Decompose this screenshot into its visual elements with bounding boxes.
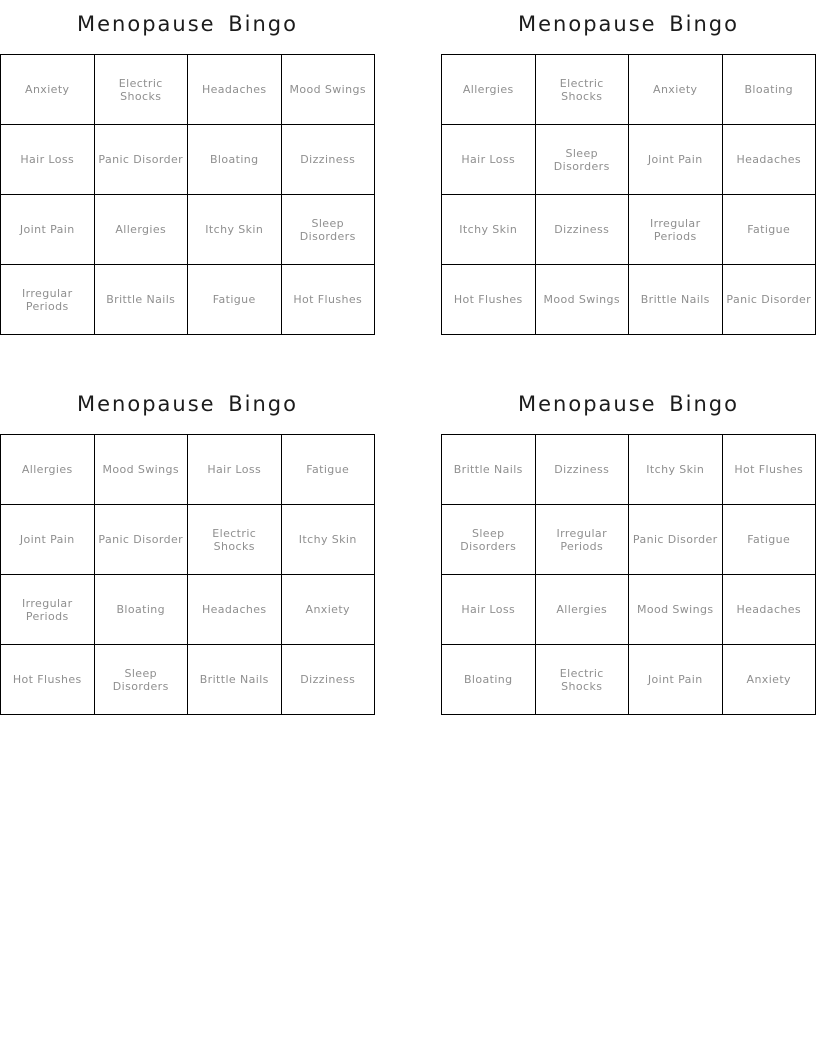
bingo-row <box>442 505 816 575</box>
bingo-cell: Joint Pain <box>1 195 95 265</box>
bingo-cell: Brittle Nails <box>442 435 536 505</box>
bingo-grid <box>0 434 375 715</box>
bingo-cell: Hot Flushes <box>281 265 375 335</box>
bingo-card-bottom-left <box>0 380 375 715</box>
bingo-row <box>1 435 375 505</box>
bingo-grid <box>441 434 816 715</box>
bingo-grid <box>441 54 816 335</box>
bingo-cell: Irregular Periods <box>629 195 723 265</box>
bingo-cell: Hair Loss <box>1 125 95 195</box>
bingo-cell: Headaches <box>722 125 816 195</box>
bingo-cell: Itchy Skin <box>442 195 536 265</box>
bingo-cell: Anxiety <box>629 55 723 125</box>
bingo-cell: Anxiety <box>1 55 95 125</box>
bingo-row <box>1 505 375 575</box>
bingo-cell: Mood Swings <box>281 55 375 125</box>
bingo-row <box>1 645 375 715</box>
bingo-cell: Fatigue <box>722 505 816 575</box>
bingo-grid <box>0 54 375 335</box>
bingo-cell: Sleep Disorders <box>281 195 375 265</box>
bingo-cell: Irregular Periods <box>1 265 95 335</box>
bingo-row <box>442 125 816 195</box>
card-title: Menopause Bingo <box>77 12 298 36</box>
bingo-cell: Bloating <box>442 645 536 715</box>
bingo-cell: Dizziness <box>281 125 375 195</box>
bingo-cell: Headaches <box>722 575 816 645</box>
bingo-cell: Itchy Skin <box>629 435 723 505</box>
bingo-cell: Hot Flushes <box>722 435 816 505</box>
bingo-cell: Bloating <box>94 575 188 645</box>
bingo-cell: Fatigue <box>281 435 375 505</box>
bingo-cell: Panic Disorder <box>629 505 723 575</box>
bingo-cell: Sleep Disorders <box>535 125 629 195</box>
bingo-cell: Joint Pain <box>629 645 723 715</box>
bingo-cell: Allergies <box>442 55 536 125</box>
bingo-cell: Sleep Disorders <box>442 505 536 575</box>
bingo-cell: Fatigue <box>188 265 282 335</box>
bingo-cell: Hair Loss <box>442 575 536 645</box>
bingo-cell: Mood Swings <box>94 435 188 505</box>
bingo-cell: Brittle Nails <box>629 265 723 335</box>
bingo-cell: Anxiety <box>722 645 816 715</box>
bingo-cell: Dizziness <box>535 435 629 505</box>
bingo-card-bottom-right <box>441 380 816 715</box>
bingo-cell: Hair Loss <box>442 125 536 195</box>
bingo-cell: Anxiety <box>281 575 375 645</box>
bingo-cell: Headaches <box>188 55 282 125</box>
bingo-cell: Bloating <box>188 125 282 195</box>
bingo-cell: Irregular Periods <box>535 505 629 575</box>
bingo-cell: Itchy Skin <box>281 505 375 575</box>
bingo-cell: Brittle Nails <box>188 645 282 715</box>
bingo-cell: Panic Disorder <box>94 125 188 195</box>
bingo-row <box>442 195 816 265</box>
bingo-card-top-left <box>0 0 375 335</box>
bingo-cell: Sleep Disorders <box>94 645 188 715</box>
bingo-cell: Dizziness <box>281 645 375 715</box>
bingo-cell: Electric Shocks <box>94 55 188 125</box>
bingo-cell: Allergies <box>535 575 629 645</box>
bingo-cell: Allergies <box>1 435 95 505</box>
bingo-cell: Panic Disorder <box>94 505 188 575</box>
bingo-cell: Brittle Nails <box>94 265 188 335</box>
bingo-cell: Mood Swings <box>535 265 629 335</box>
bingo-cell: Electric Shocks <box>535 645 629 715</box>
bingo-cell: Joint Pain <box>629 125 723 195</box>
bingo-cell: Bloating <box>722 55 816 125</box>
bingo-row <box>1 265 375 335</box>
bingo-row <box>442 55 816 125</box>
card-title: Menopause Bingo <box>518 392 739 416</box>
bingo-row <box>442 575 816 645</box>
bingo-cell: Itchy Skin <box>188 195 282 265</box>
bingo-cell: Headaches <box>188 575 282 645</box>
bingo-cell: Irregular Periods <box>1 575 95 645</box>
bingo-cell: Allergies <box>94 195 188 265</box>
bingo-row <box>1 55 375 125</box>
bingo-cell: Electric Shocks <box>188 505 282 575</box>
bingo-card-top-right <box>441 0 816 335</box>
bingo-cell: Joint Pain <box>1 505 95 575</box>
bingo-cell: Hair Loss <box>188 435 282 505</box>
bingo-cell: Mood Swings <box>629 575 723 645</box>
bingo-row <box>442 645 816 715</box>
card-title: Menopause Bingo <box>518 12 739 36</box>
bingo-row <box>1 125 375 195</box>
bingo-row <box>442 435 816 505</box>
bingo-row <box>1 575 375 645</box>
bingo-cell: Hot Flushes <box>1 645 95 715</box>
bingo-cell: Fatigue <box>722 195 816 265</box>
bingo-row <box>442 265 816 335</box>
bingo-cell: Panic Disorder <box>722 265 816 335</box>
bingo-row <box>1 195 375 265</box>
bingo-cell: Hot Flushes <box>442 265 536 335</box>
card-title: Menopause Bingo <box>77 392 298 416</box>
bingo-cell: Dizziness <box>535 195 629 265</box>
bingo-cell: Electric Shocks <box>535 55 629 125</box>
